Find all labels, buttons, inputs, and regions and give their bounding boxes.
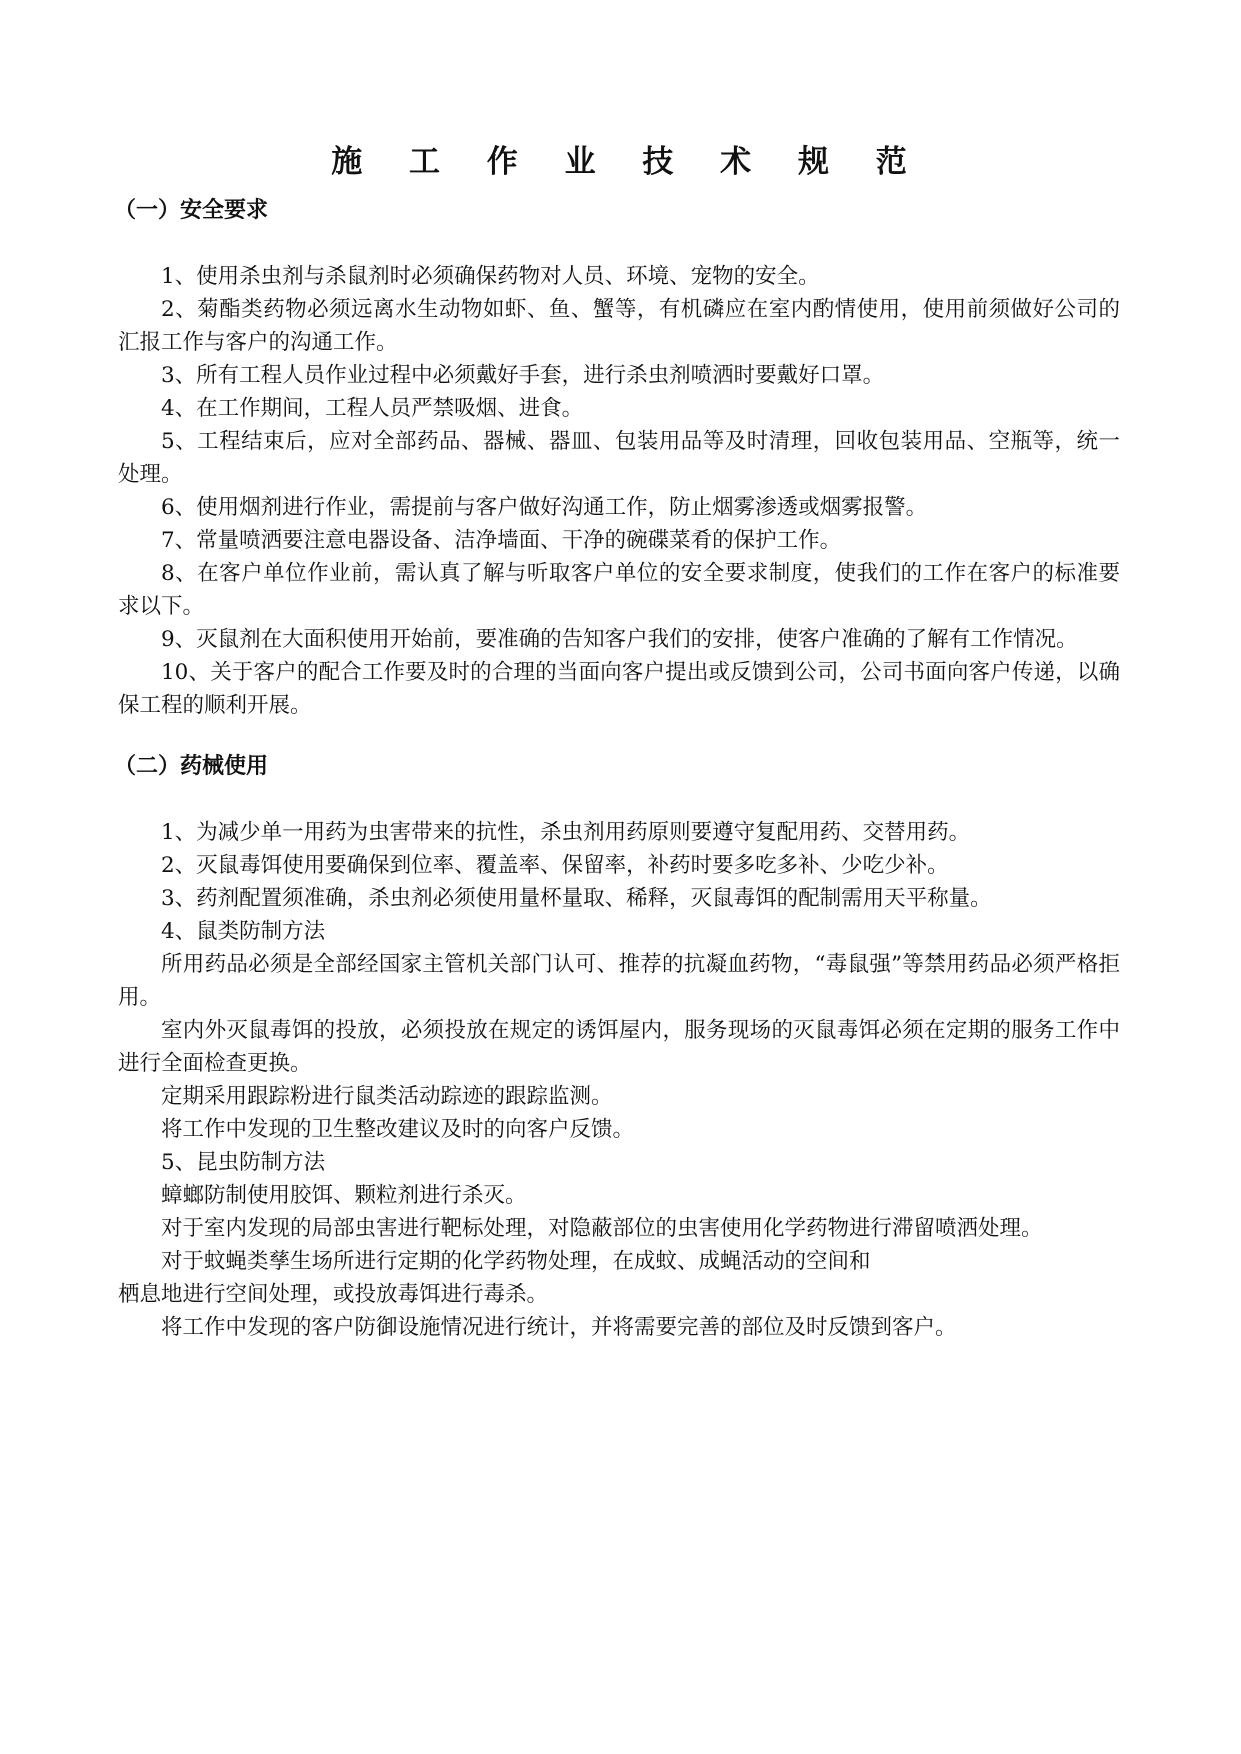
- paragraph: 室内外灭鼠毒饵的投放，必须投放在规定的诱饵屋内，服务现场的灭鼠毒饵必须在定期的服务工作中进行全面检查更换。: [118, 1018, 1120, 1076]
- section-safety: [114, 194, 1120, 722]
- document-title: 施 工 作 业 技 术 规 范: [331, 144, 925, 180]
- paragraph: 1、使用杀虫剂与杀鼠剂时必须确保药物对人员、环境、宠物的安全。: [161, 264, 820, 289]
- paragraph: 8、在客户单位作业前，需认真了解与听取客户单位的安全要求制度，使我们的工作在客户的标准要求以下。: [118, 561, 1120, 619]
- paragraph: 将工作中发现的客户防御设施情况进行统计，并将需要完善的部位及时反馈到客户。: [161, 1315, 957, 1340]
- paragraph: 将工作中发现的卫生整改建议及时的向客户反馈。: [161, 1117, 635, 1142]
- paragraph: 9、灭鼠剂在大面积使用开始前，要准确的告知客户我们的安排，使客户准确的了解有工作情况。: [161, 627, 1078, 652]
- paragraph: 7、常量喷洒要注意电器设备、洁净墙面、干净的碗碟菜肴的保护工作。: [161, 528, 842, 553]
- paragraph: 5、工程结束后，应对全部药品、器械、器皿、包装用品等及时清理，回收包装用品、空瓶等，统一处理。: [118, 429, 1120, 487]
- paragraph: 4、鼠类防制方法: [161, 919, 326, 944]
- section-equipment: [114, 750, 1120, 1344]
- paragraph: 10、关于客户的配合工作要及时的合理的当面向客户提出或反馈到公司，公司书面向客户传递，以确保工程的顺利开展。: [118, 660, 1120, 718]
- paragraph: 所用药品必须是全部经国家主管机关部门认可、推荐的抗凝血药物，“毒鼠强”等禁用药品必须严格拒用。: [118, 952, 1120, 1010]
- paragraph: 栖息地进行空间处理，或投放毒饵进行毒杀。: [118, 1282, 549, 1307]
- paragraph: 蟑螂防制使用胶饵、颗粒剂进行杀灭。: [161, 1183, 527, 1208]
- section-heading-safety: （一）安全要求: [114, 198, 269, 223]
- paragraph: 对于室内发现的局部虫害进行靶标处理，对隐蔽部位的虫害使用化学药物进行滞留喷洒处理。: [161, 1216, 1043, 1241]
- paragraph: 5、昆虫防制方法: [161, 1150, 326, 1175]
- document-page: [114, 140, 1120, 1344]
- paragraph: 4、在工作期间，工程人员严禁吸烟、进食。: [161, 396, 584, 421]
- paragraph: 3、所有工程人员作业过程中必须戴好手套，进行杀虫剂喷洒时要戴好口罩。: [161, 363, 885, 388]
- paragraph: 定期采用跟踪粉进行鼠类活动踪迹的跟踪监测。: [161, 1084, 613, 1109]
- paragraph: 2、菊酯类药物必须远离水生动物如虾、鱼、蟹等，有机磷应在室内酌情使用，使用前须做好公司的汇报工作与客户的沟通工作。: [118, 297, 1120, 355]
- paragraph: 2、灭鼠毒饵使用要确保到位率、覆盖率、保留率，补药时要多吃多补、少吃少补。: [161, 853, 949, 878]
- paragraph: 对于蚊蝇类孳生场所进行定期的化学药物处理，在成蚊、成蝇活动的空间和: [161, 1249, 871, 1274]
- paragraph: 6、使用烟剂进行作业，需提前与客户做好沟通工作，防止烟雾渗透或烟雾报警。: [161, 495, 928, 520]
- section-heading-equipment: （二）药械使用: [114, 754, 269, 779]
- paragraph: 1、为减少单一用药为虫害带来的抗性，杀虫剂用药原则要遵守复配用药、交替用药。: [161, 820, 971, 845]
- paragraph: 3、药剂配置须准确，杀虫剂必须使用量杯量取、稀释，灭鼠毒饵的配制需用天平称量。: [161, 886, 992, 911]
